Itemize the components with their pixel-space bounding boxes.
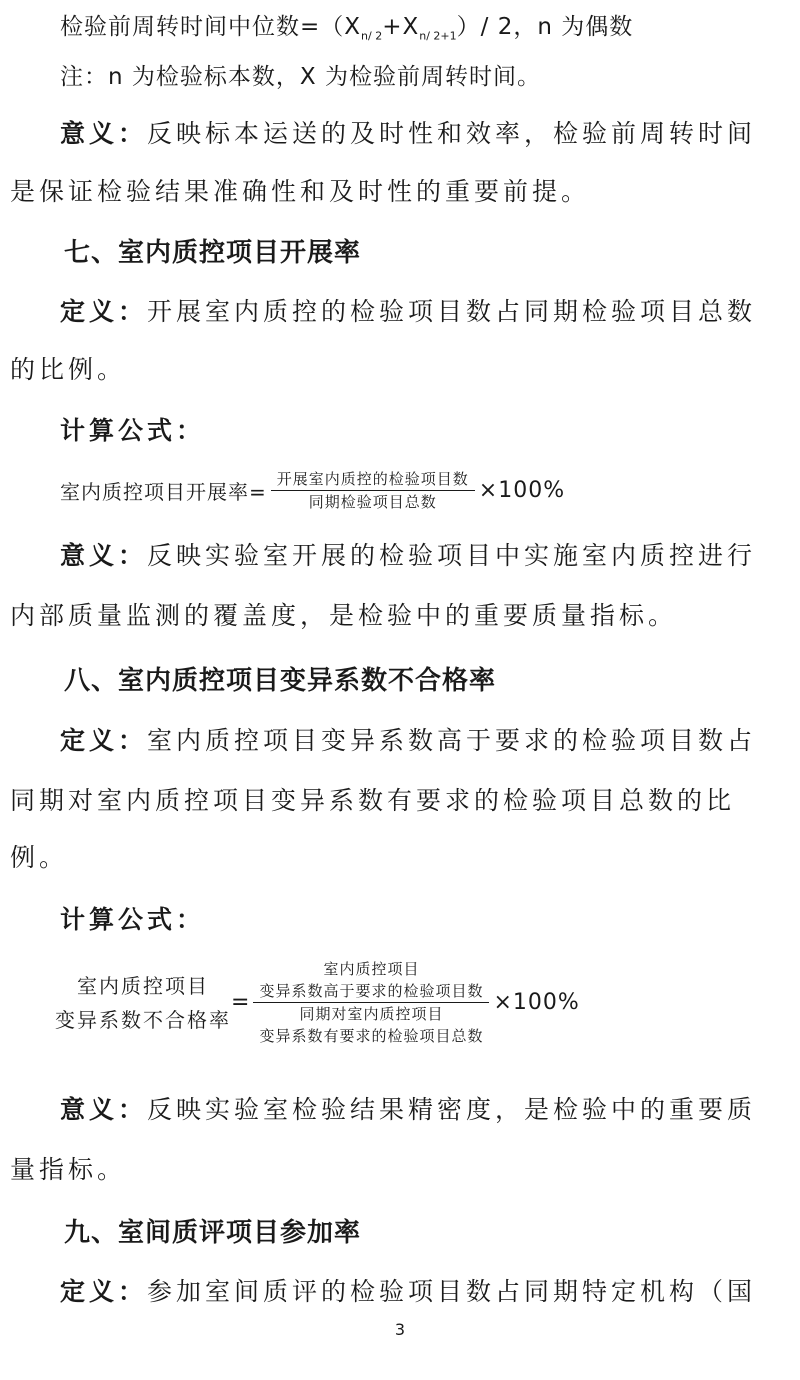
denominator <box>253 1003 489 1047</box>
numerator-line: 变异系数高于要求的检验项目数 <box>259 982 484 1000</box>
definition-label: 定义： <box>60 297 148 326</box>
paragraph-text: 室内质控项目变异系数高于要求的检验项目数占 <box>147 726 757 755</box>
section-heading-7: 七、室内质控项目开展率 <box>64 238 362 268</box>
paragraph-text: 反映标本运送的及时性和效率，检验前周转时间 <box>147 119 757 148</box>
formula-lhs <box>55 969 231 1037</box>
paragraph-continuation: 同期对室内质控项目变异系数有要求的检验项目总数的比 <box>10 786 736 815</box>
section-heading-9: 九、室间质评项目参加率 <box>64 1218 362 1248</box>
formula-coverage-rate <box>60 468 565 513</box>
multiplier: ×100% <box>478 478 566 503</box>
section-heading-8: 八、室内质控项目变异系数不合格率 <box>64 666 497 696</box>
denominator-line: 变异系数有要求的检验项目总数 <box>259 1027 484 1045</box>
note-line: 注：n 为检验标本数，X 为检验前周转时间。 <box>60 64 541 90</box>
definition-paragraph <box>60 1272 800 1308</box>
meaning-label: 意义： <box>60 119 148 148</box>
numerator <box>253 958 489 1002</box>
formula-cv-failure-rate <box>55 958 580 1047</box>
subscript: n/ 2+1 <box>419 29 457 43</box>
meaning-paragraph <box>60 114 800 150</box>
paragraph-text: 反映实验室开展的检验项目中实施室内质控进行 <box>147 541 757 570</box>
denominator-line: 同期对室内质控项目 <box>299 1005 444 1023</box>
fraction <box>253 958 489 1047</box>
definition-paragraph <box>60 721 800 757</box>
fraction <box>271 468 475 513</box>
formula-heading: 计算公式： <box>60 905 206 934</box>
formula-text: +X <box>382 14 420 40</box>
paragraph-continuation: 内部质量监测的覆盖度，是检验中的重要质量指标。 <box>10 601 678 630</box>
paragraph-text: 反映实验室检验结果精密度，是检验中的重要质 <box>147 1095 757 1124</box>
definition-paragraph <box>60 292 800 328</box>
meaning-label: 意义： <box>60 1095 148 1124</box>
paragraph-continuation: 量指标。 <box>10 1155 127 1184</box>
equals-sign: = <box>231 990 250 1015</box>
definition-label: 定义： <box>60 726 148 755</box>
paragraph-continuation: 的比例。 <box>10 355 127 384</box>
paragraph-continuation: 例。 <box>10 843 69 872</box>
formula-lhs-line: 室内质控项目 <box>77 973 209 998</box>
paragraph-continuation: 是保证检验结果准确性和及时性的重要前提。 <box>10 177 591 206</box>
formula-lhs: 室内质控项目开展率= <box>60 480 267 504</box>
multiplier: ×100% <box>493 990 580 1015</box>
numerator: 开展室内质控的检验项目数 <box>276 470 469 488</box>
meaning-paragraph <box>60 1090 800 1126</box>
formula-lhs-line: 变异系数不合格率 <box>55 1007 231 1032</box>
page-number: 3 <box>394 1320 406 1339</box>
formula-text: 检验前周转时间中位数=（X <box>60 14 362 40</box>
meaning-label: 意义： <box>60 541 148 570</box>
numerator-line: 室内质控项目 <box>323 960 420 978</box>
denominator: 同期检验项目总数 <box>308 493 437 511</box>
definition-label: 定义： <box>60 1277 148 1306</box>
formula-text: ）/ 2，n 为偶数 <box>456 14 634 40</box>
paragraph-text: 参加室间质评的检验项目数占同期特定机构（国 <box>147 1277 757 1306</box>
formula-heading: 计算公式： <box>60 416 206 445</box>
paragraph-text: 开展室内质控的检验项目数占同期检验项目总数 <box>147 297 757 326</box>
meaning-paragraph <box>60 536 800 572</box>
subscript: n/ 2 <box>361 29 383 43</box>
median-formula-line <box>60 8 800 43</box>
